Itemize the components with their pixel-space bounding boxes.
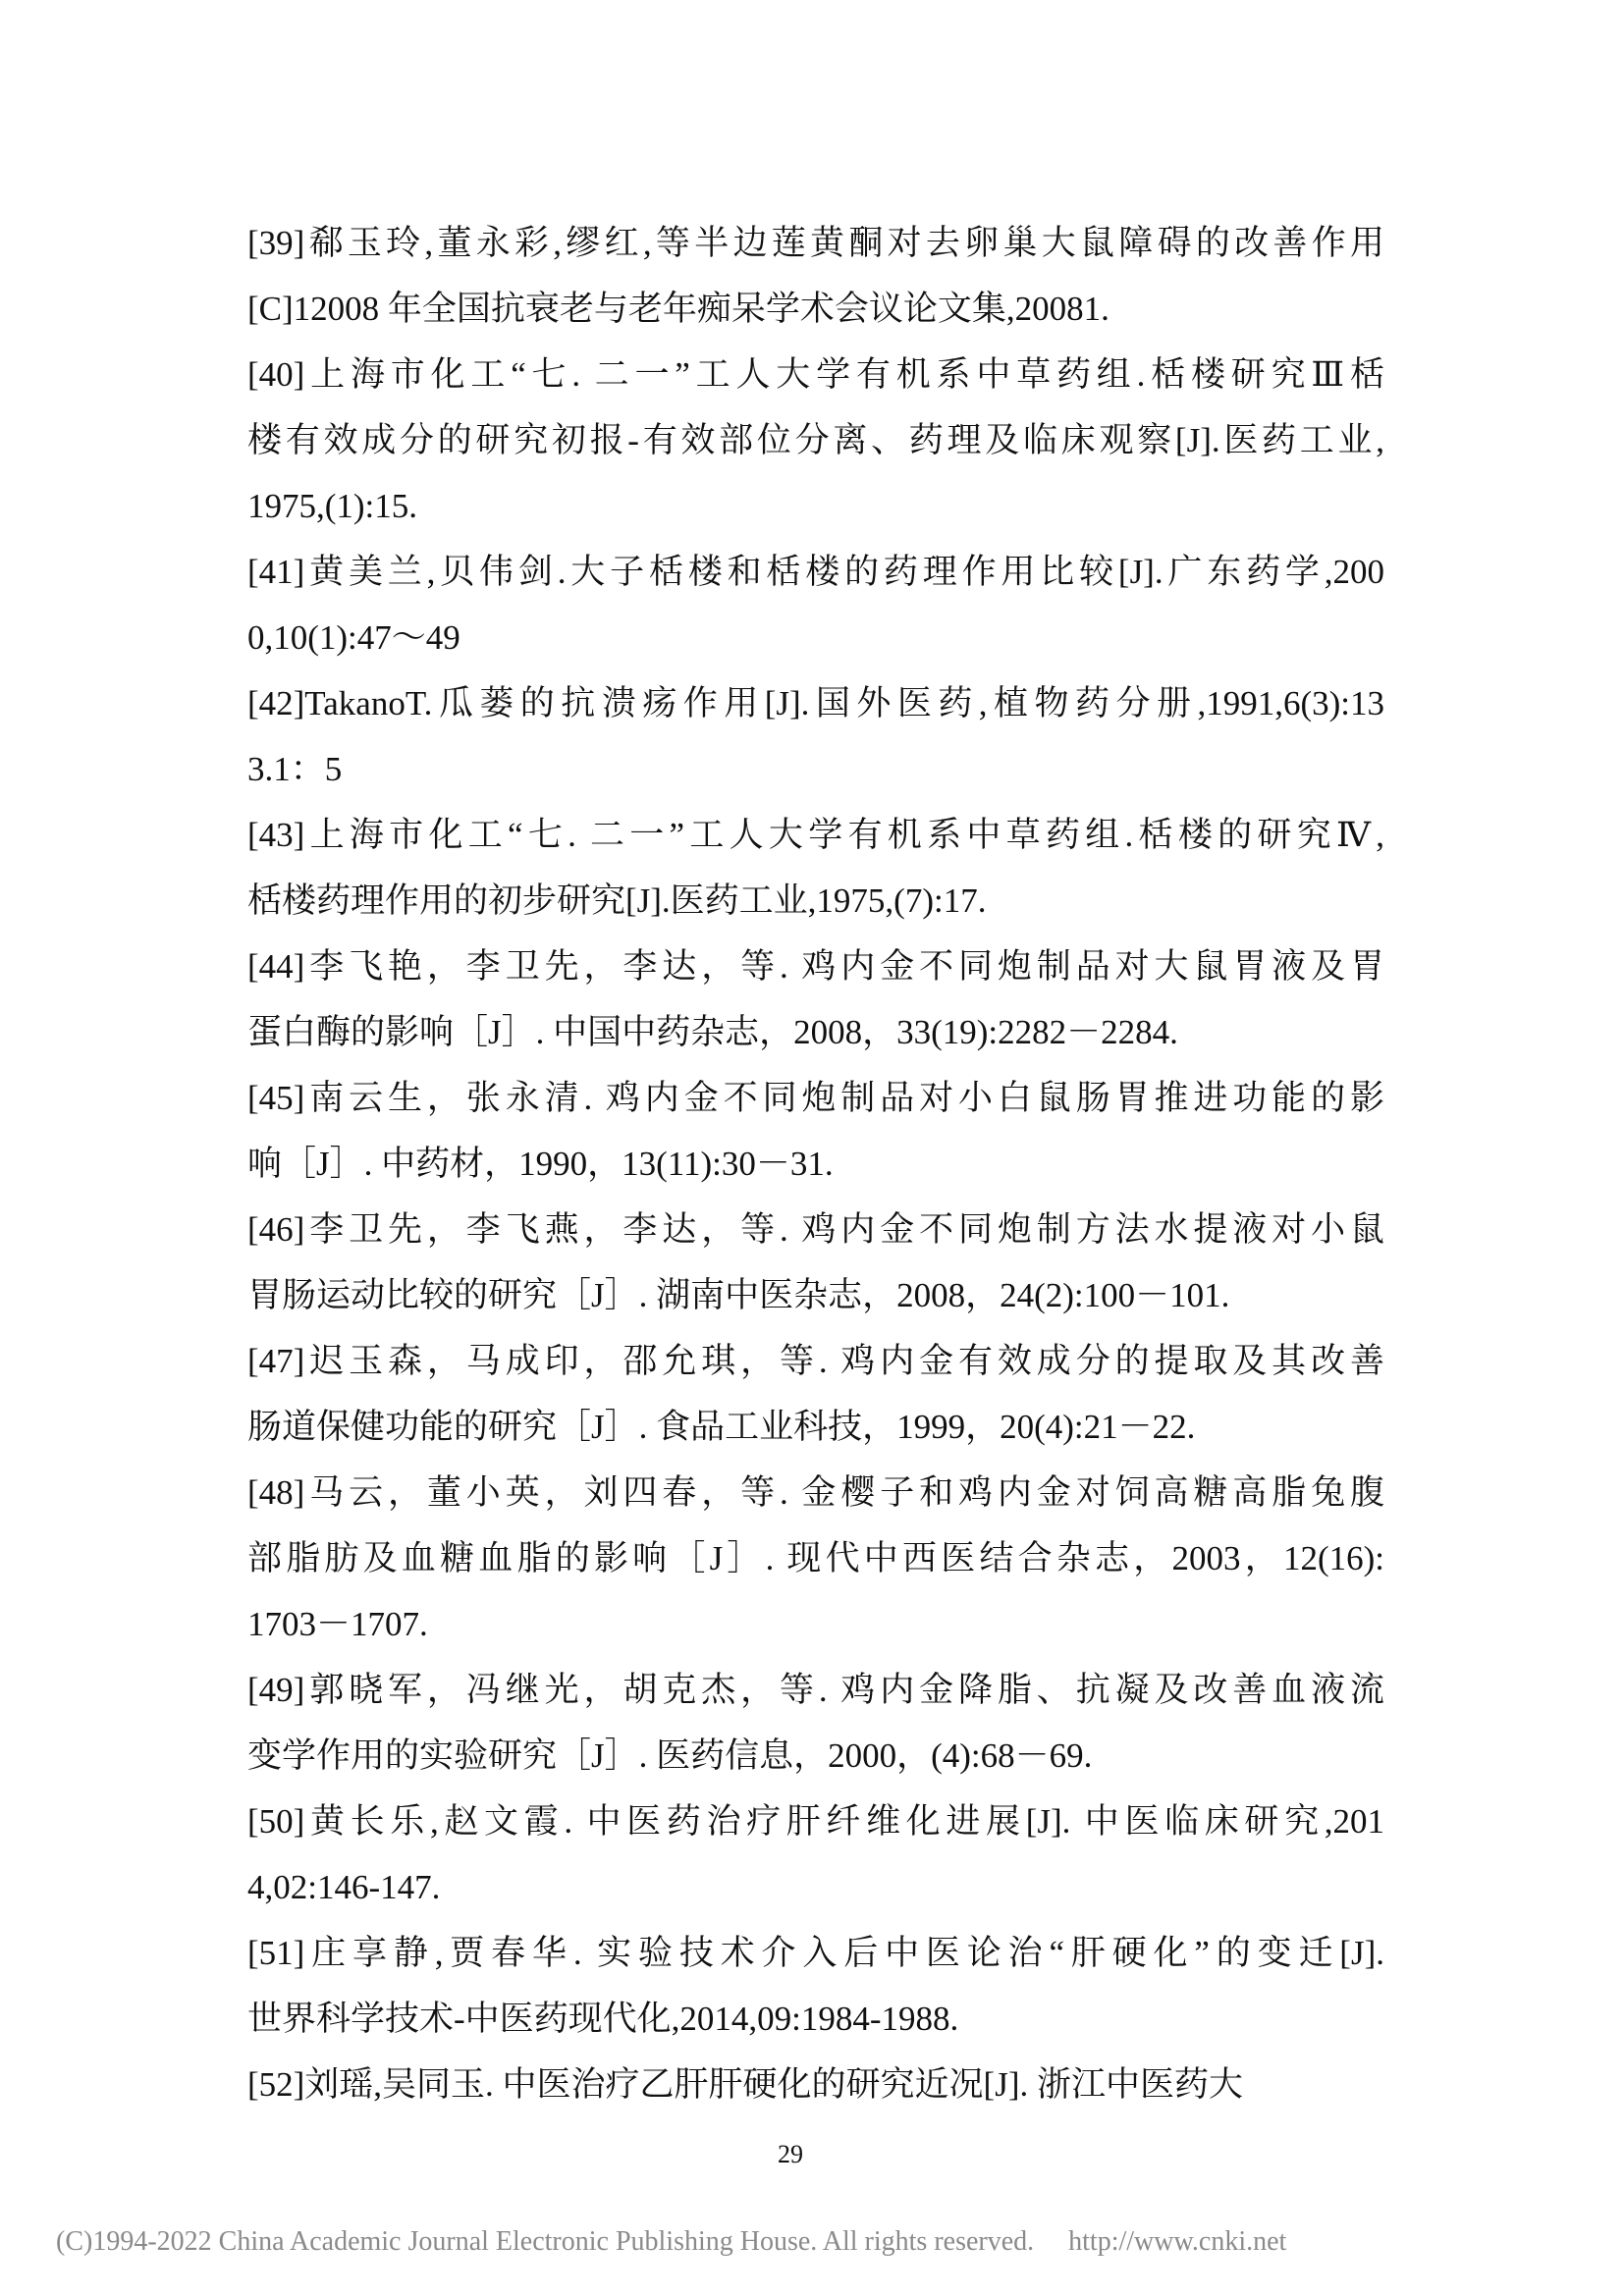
reference-line: [45]南云生，张永清. 鸡内金不同炮制品对小白鼠肠胃推进功能的影 <box>247 1079 1384 1117</box>
reference-line: 4,02:146-147. <box>247 1868 441 1906</box>
reference-entry <box>247 342 1384 539</box>
reference-line: [48]马云，董小英，刘四春，等. 金樱子和鸡内金对饲高糖高脂兔腹 <box>247 1473 1384 1512</box>
reference-line: 变学作用的实验研究［J］. 医药信息，2000，(4):68－69. <box>247 1736 1093 1775</box>
reference-line: [46]李卫先，李飞燕，李达，等. 鸡内金不同炮制方法水提液对小鼠 <box>247 1210 1384 1249</box>
reference-entry <box>247 1328 1384 1460</box>
reference-line: [39]郗玉玲,董永彩,缪红,等半边莲黄酮对去卵巢大鼠障碍的改善作用 <box>247 224 1384 262</box>
reference-line: [40]上海市化工“七. 二一”工人大学有机系中草药组.栝楼研究Ⅲ栝 <box>247 355 1384 394</box>
reference-line: [52]刘瑶,吴同玉. 中医治疗乙肝肝硬化的研究近况[J]. 浙江中医药大 <box>247 2065 1243 2104</box>
reference-entry <box>247 1789 1384 1920</box>
reference-line: [43]上海市化工“七. 二一”工人大学有机系中草药组.栝楼的研究Ⅳ, <box>247 816 1384 854</box>
reference-line: 1975,(1):15. <box>247 487 418 525</box>
reference-entry <box>247 1065 1384 1197</box>
reference-line: 3.1：5 <box>247 750 343 788</box>
reference-entry <box>247 2052 1384 2117</box>
reference-line: [42]TakanoT.瓜蒌的抗溃疡作用[J].国外医药,植物药分册,1991,6(3):13 <box>247 684 1384 722</box>
reference-line: 肠道保健功能的研究［J］. 食品工业科技，1999，20(4):21－22. <box>247 1408 1196 1446</box>
reference-line: 楼有效成分的研究初报-有效部位分离、药理及临床观察[J].医药工业, <box>247 421 1384 459</box>
page-number: 29 <box>778 2140 803 2168</box>
reference-line: 栝楼药理作用的初步研究[J].医药工业,1975,(7):17. <box>247 881 987 920</box>
reference-entry <box>247 539 1384 670</box>
reference-entry <box>247 1197 1384 1328</box>
reference-line: 胃肠运动比较的研究［J］. 湖南中医杂志，2008，24(2):100－101. <box>247 1276 1230 1314</box>
reference-line: 世界科学技术-中医药现代化,2014,09:1984-1988. <box>247 2000 959 2038</box>
copyright-text: (C)1994-2022 China Academic Journal Electronic Publishing House. All rights reserved. <box>56 2226 1035 2257</box>
reference-line: [51]庄享静,贾春华. 实验技术介入后中医论治“肝硬化”的变迁[J]. <box>247 1934 1384 1972</box>
reference-entry <box>247 802 1384 934</box>
reference-line: 部脂肪及血糖血脂的影响［J］. 现代中西医结合杂志，2003，12(16): <box>247 1539 1384 1577</box>
reference-entry <box>247 934 1384 1065</box>
reference-list <box>247 210 1384 2117</box>
reference-entry <box>247 670 1384 802</box>
reference-line: 0,10(1):47～49 <box>247 618 460 657</box>
reference-line: 蛋白酶的影响［J］. 中国中药杂志，2008，33(19):2282－2284. <box>247 1013 1178 1051</box>
copyright-footer <box>56 2226 1286 2258</box>
reference-line: [C]12008 年全国抗衰老与老年痴呆学术会议论文集,20081. <box>247 290 1109 328</box>
reference-line: [49]郭晓军，冯继光，胡克杰，等. 鸡内金降脂、抗凝及改善血液流 <box>247 1671 1384 1709</box>
cnki-url[interactable]: http://www.cnki.net <box>1068 2226 1287 2257</box>
reference-entry <box>247 210 1384 342</box>
reference-line: 响［J］. 中药材，1990，13(11):30－31. <box>247 1145 834 1183</box>
reference-line: [50]黄长乐,赵文霞. 中医药治疗肝纤维化进展[J]. 中医临床研究,201 <box>247 1802 1384 1841</box>
reference-entry <box>247 1920 1384 2052</box>
reference-entry <box>247 1460 1384 1657</box>
reference-entry <box>247 1657 1384 1789</box>
reference-line: [41]黄美兰,贝伟剑.大子栝楼和栝楼的药理作用比较[J].广东药学,200 <box>247 553 1384 591</box>
reference-line: 1703－1707. <box>247 1605 428 1643</box>
reference-line: [44]李飞艳，李卫先，李达，等. 鸡内金不同炮制品对大鼠胃液及胃 <box>247 947 1384 986</box>
reference-line: [47]迟玉森，马成印，邵允琪，等. 鸡内金有效成分的提取及其改善 <box>247 1342 1384 1380</box>
